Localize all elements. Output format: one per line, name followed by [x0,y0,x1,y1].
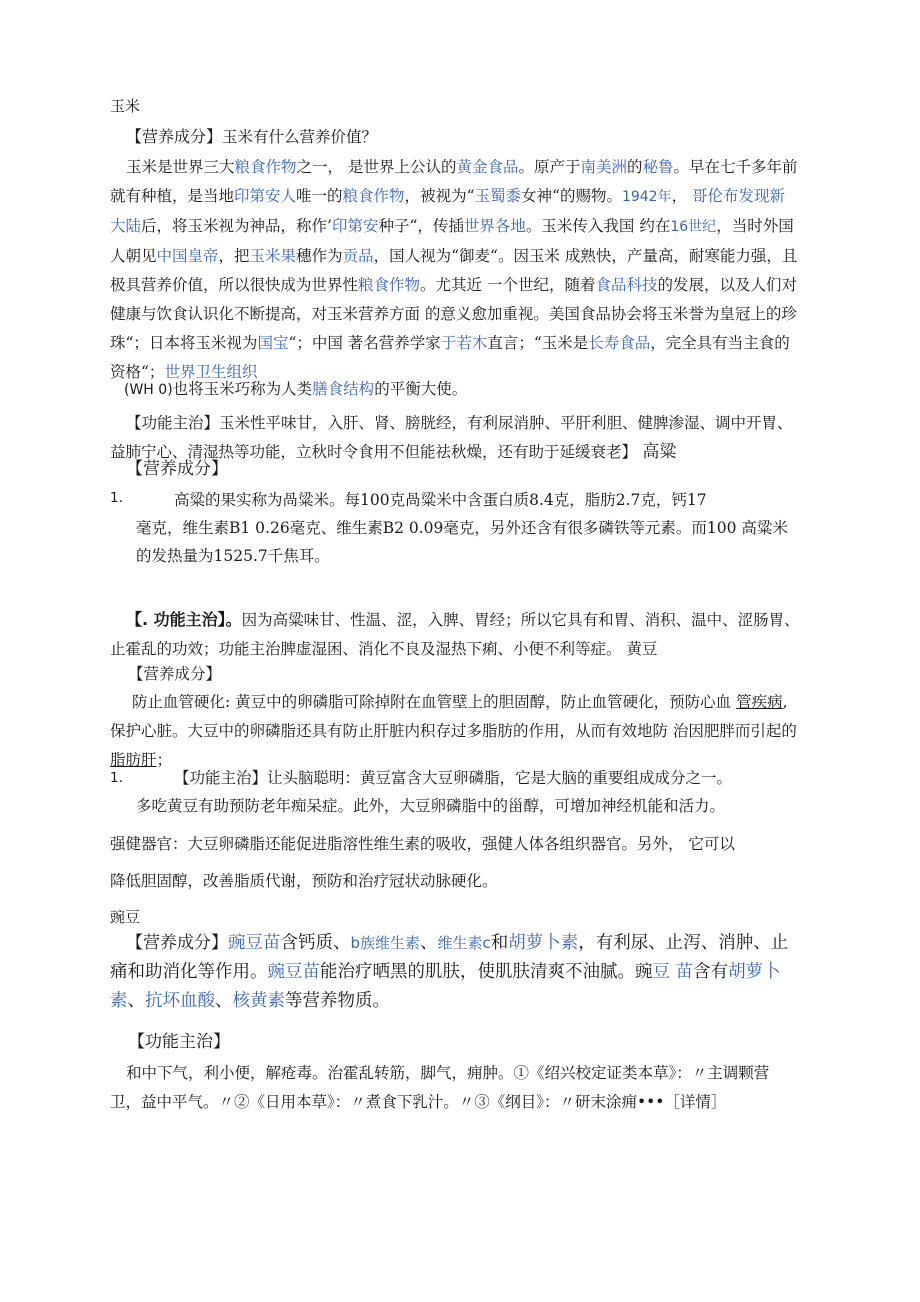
link-carotene[interactable]: 胡萝卜素 [508,933,579,953]
sorghum-nutrition-heading: 【营养成分】 [126,459,228,479]
link-indians[interactable]: 印第安人 [234,187,297,205]
corn-intro-paragraph: 玉米是世界三大粮食作物之一， 是世界上公认的黄金食品。原产于南美洲的秘鲁。早在七千多年前就有种植，是当地印第安人唯一的粮食作物，被视为“玉蜀黍女神“的赐物。1942年， 哥伦布发现新大陆后，将玉米视为神品，称作’印第安种子“，传插世界各地。玉米传入我国 约在16世纪，当时外国人朝见中国皇帝，把玉米果穗作为贡品，国人视为“御麦“。因玉米 成熟快，产量高，耐寒能力强，且极具营养价值，所以很快成为世界性粮食作物。尤其近 一个世纪，随着食品科技的发展，以及人们对健康与饮食认识化不断提高，对玉米营养方面 的意义愈加重视。美国食品协会将玉米誉为皇冠上的珍珠“；日本将玉米视为国宝“；中国 著名营养学家于若木直言；“玉米是长寿食品，完全具有当主食的资格“；世界卫生组织 [110,158,798,381]
soybean-list-number: 1. [110,770,123,786]
corn-function-paragraph: 【功能主治】玉米性平味甘，入肝、肾、膀胱经，有利尿消肿、平肝利胆、健脾渗湿、调中开胃、益肺宁心、清湿热等功能，立秋时令食用不但能祛秋燥，还有助于延缓衰老】 高粱 [110,414,793,462]
link-peru[interactable]: 秘鲁 [642,158,674,176]
link-worldwide[interactable]: 世界各地 [463,217,526,235]
corn-nutrition-heading: 【营养成分】玉米有什么营养价值？ [126,127,378,146]
link-grain-crop-2[interactable]: 粮食作物 [342,187,405,205]
link-columbus[interactable]: 哥伦布发现新大陆 [110,187,786,235]
sorghum-nutrition-line-2: 毫克，维生素B1 0.26毫克、维生素B2 0.09毫克，另外还含有很多磷铁等元素。而100 高粱米的发热量为1525.7千焦耳。 [136,519,788,565]
link-16th-century[interactable]: 16世纪 [670,219,717,235]
section-title-sorghum: 高粱 [637,442,677,462]
link-carotene-2[interactable]: 胡萝卜素 [110,962,781,1011]
section-title-corn: 玉米 [110,97,141,115]
section-title-pea: 豌豆 [110,908,141,926]
link-corn-ear[interactable]: 玉米果 [249,247,297,265]
link-vascular-disease[interactable]: 管疾病 [736,693,783,711]
link-ascorbic-acid[interactable]: 抗坏血酸 [145,991,215,1011]
soybean-function-line-1: 【功能主治】让头脑聪明：黄豆富含大豆卵磷脂，它是大脑的重要组成成分之一。 [174,769,733,787]
link-food-tech[interactable]: 食品科技 [595,276,658,294]
link-chinese-emperor[interactable]: 中国皇帝 [156,247,219,265]
link-pea-sprout[interactable]: 豌豆苗 [228,933,281,953]
soybean-function-line-2: 多吃黄豆有助预防老年痴呆症。此外，大豆卵磷脂中的甾醇，可增加神经机能和活力。 [136,797,726,815]
link-indian[interactable]: 印第安 [331,217,379,235]
section-title-soybean: 黄豆 [621,640,658,658]
link-1942[interactable]: 1942年 [621,189,672,205]
link-longevity-food[interactable]: 长寿食品 [588,334,651,352]
link-riboflavin[interactable]: 核黄素 [232,991,285,1011]
soybean-nutrition-heading: 【营养成分】 [128,665,222,683]
link-who[interactable]: 世界卫生组织 [164,363,258,381]
link-fatty-liver[interactable]: 脂肪肝 [110,751,157,769]
soybean-function-line-4: 降低胆固醇，改善脂质代谢，预防和治疗冠状动脉硬化。 [110,872,498,890]
link-national-treasure[interactable]: 国宝 [257,334,289,352]
pea-function-heading: 【功能主治】 [128,1032,230,1052]
pea-nutrition-paragraph: 【营养成分】豌豆苗含钙质、b族维生素、维生素c和胡萝卜素，有利尿、止泻、消肿、止痛和助消化等作用。豌豆苗能治疗晒黑的肌肤，使肌肤清爽不油腻。豌豆 苗含有胡萝卜素、抗坏血酸、核黄素等营养物质。 [110,933,789,1011]
link-grain-crop-3[interactable]: 粮食作物 [358,276,421,294]
sorghum-function-paragraph: 【. 功能主治】。因为高粱味甘、性温、涩，入脾、胃经；所以它具有和胃、消积、温中、涩肠胃、止霍乱的功效；功能主治脾虚湿困、消化不良及湿热下痢、小便不利等症。 黄豆 [110,610,800,658]
link-pea-sprout-3[interactable]: 豆 苗 [652,962,694,982]
link-grain-crop[interactable]: 粮食作物 [234,158,297,176]
link-pea-sprout-2[interactable]: 豌豆苗 [267,962,320,982]
pea-function-paragraph: 和中下气，利小便，解疮毒。治霍乱转筋，脚气，痈肿。①《绍兴校定证类本草》：〃主调颗营卫，益中平气。〃②《日用本草》：〃煮食下乳汁。〃③《纲目》：〃研末涂痈•••［详情］ [110,1064,770,1111]
link-maize[interactable]: 玉蜀黍 [474,187,522,205]
sorghum-nutrition-line-1: 高粱的果实称为咼粱米。每100克咼粱米中含蛋白质8.4克，脂肪2.7克，钙17 [174,491,707,509]
link-tribute[interactable]: 贡品 [342,247,374,265]
link-golden-food[interactable]: 黄金食品 [456,158,519,176]
link-vitamin-b[interactable]: b族维生素 [350,934,421,952]
link-diet-structure[interactable]: 膳食结构 [312,380,375,398]
soybean-nutrition-paragraph: 防止血管硬化: 黄豆中的卵磷脂可除掉附在血管壁上的胆固醇，防止血管硬化，预防心血 管疾病, 保护心脏。大豆中的卵磷脂还具有防止肝脏内积存过多脂肪的作用，从而有效地防 治因肥胖而引起的脂肪肝； [110,693,797,769]
link-yu-ruomu[interactable]: 于若木 [440,334,488,352]
link-vitamin-c[interactable]: 维生素c [437,934,491,952]
link-south-america[interactable]: 南美洲 [580,158,628,176]
sorghum-list-number: 1. [110,490,123,506]
corn-who-line: (WH 0)也将玉米巧称为人类膳食结构的平衡大使。 [124,380,468,398]
soybean-function-line-3: 强健器官：大豆卵磷脂还能促进脂溶性维生素的吸收，强健人体各组织器官。另外， 它可以 [110,835,735,853]
